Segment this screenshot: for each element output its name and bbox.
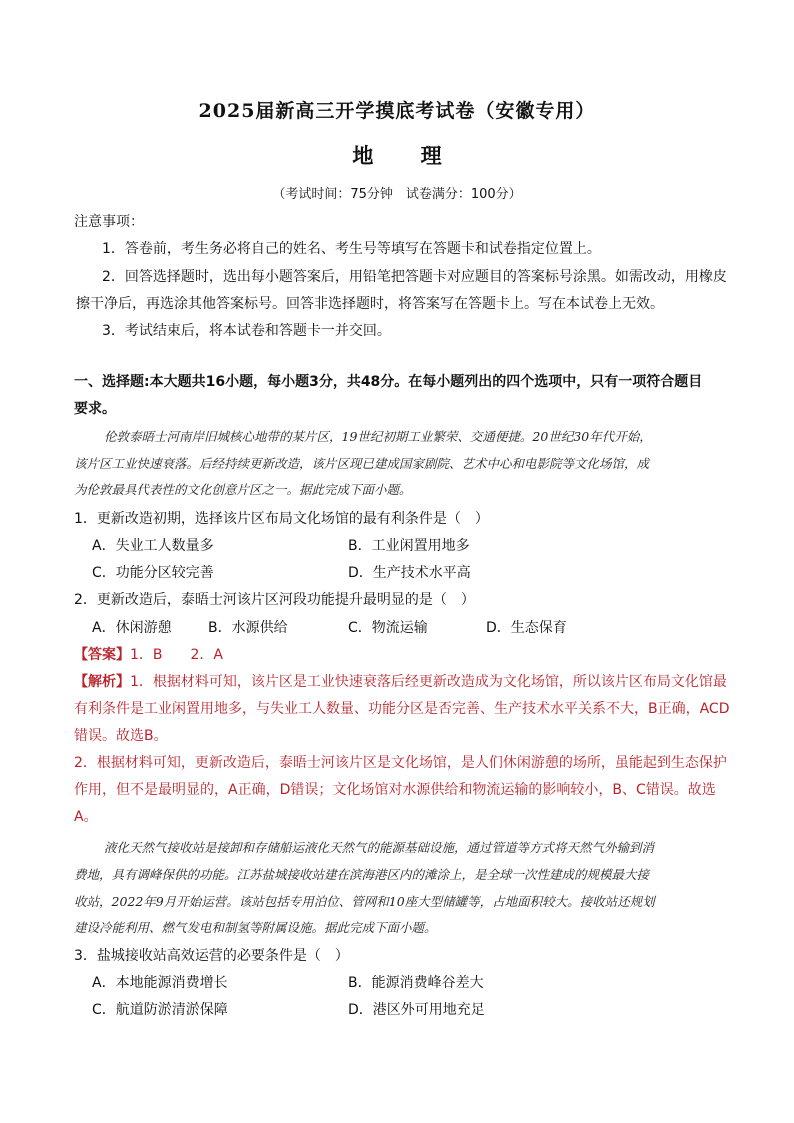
- note-1: 1．答卷前，考生务必将自己的姓名、考生号等填写在答题卡和试卷指定位置上。: [102, 241, 601, 257]
- analysis-label: 【解析】: [74, 674, 130, 690]
- question-3-stem: 3．盐城接收站高效运营的必要条件是（ ）: [74, 948, 349, 964]
- question-2-option-a: A．休闲游憩: [92, 620, 172, 636]
- section-heading-line-1: 一、选择题:本大题共16小题，每小题3分，共48分。在每小题列出的四个选项中，只有一项符合题目: [74, 374, 703, 390]
- passage-2-line-3: 收站，2022年9月开始运营。该站包括专用泊位、管网和10座大型储罐等，占地面积较大。接收站还规划: [74, 894, 655, 909]
- passage-1-line-2: 该片区工业快速衰落。后经持续更新改造，该片区现已建成国家剧院、艺术中心和电影院等文化场馆，成: [74, 456, 650, 471]
- subject-title: 地 理: [352, 143, 442, 168]
- question-1-option-a: A．失业工人数量多: [92, 538, 214, 554]
- answer-block: [74, 644, 223, 664]
- question-3-option-d: D．港区外可用地充足: [348, 1002, 485, 1018]
- notes-heading: 注意事项：: [74, 214, 144, 230]
- passage-2-line-4: 建设冷能利用、燃气发电和制氢等附属设施。据此完成下面小题。: [74, 920, 437, 935]
- question-1-option-b: B．工业闲置用地多: [348, 538, 470, 554]
- question-2-option-c: C．物流运输: [348, 620, 428, 636]
- analysis-line-2: 有利条件是工业闲置用地多，与失业工人数量、功能分区是否完善、生产技术水平关系不大，B正确，ACD: [74, 701, 730, 717]
- question-2-option-d: D．生态保育: [486, 620, 567, 636]
- passage-2-line-1: 液化天然气接收站是接卸和存储船运液化天然气的能源基础设施，通过管道等方式将天然气外输到消: [104, 840, 655, 855]
- question-3-option-c: C．航道防淤清淤保障: [92, 1002, 228, 1018]
- question-1-option-c: C．功能分区较完善: [92, 565, 214, 581]
- question-1-stem: 1．更新改造初期，选择该片区布局文化场馆的最有利条件是（ ）: [74, 511, 489, 527]
- question-2-stem: 2．更新改造后，泰晤士河该片区河段功能提升最明显的是（ ）: [74, 592, 475, 608]
- analysis-line-4: 2．根据材料可知，更新改造后，泰晤士河该片区是文化场馆，是人们休闲游憩的场所，虽能起到生态保护: [74, 755, 727, 771]
- analysis-line-3: 错误。故选B。: [74, 728, 168, 744]
- analysis-text-1: 1．根据材料可知，该片区是工业快速衰落后经更新改造成为文化场馆，所以该片区布局文化馆最: [130, 674, 727, 690]
- passage-1-line-3: 为伦敦最具代表性的文化创意片区之一。据此完成下面小题。: [74, 482, 412, 497]
- note-2-line-2: 擦干净后，再选涂其他答案标号。回答非选择题时，将答案写在答题卡上。写在本试卷上无效。: [76, 296, 664, 312]
- passage-2-line-2: 费地，具有调峰保供的功能。江苏盐城接收站建在滨海港区内的滩涂上，是全球一次性建成的规模最大接: [74, 867, 650, 882]
- question-3-option-a: A．本地能源消费增长: [92, 975, 228, 991]
- passage-1-line-1: 伦敦泰晤士河南岸旧城核心地带的某片区，19世纪初期工业繁荣、交通便捷。20世纪30年代开始，: [104, 429, 652, 444]
- question-1-option-d: D．生产技术水平高: [348, 565, 471, 581]
- analysis-line-1: [74, 671, 727, 691]
- analysis-line-6: A。: [74, 809, 98, 825]
- answer-text: 1．B 2．A: [130, 647, 223, 663]
- exam-info: （考试时间：75分钟 试卷满分：100分）: [272, 187, 522, 202]
- section-heading-line-2: 要求。: [74, 401, 116, 417]
- note-2-line-1: 2．回答选择题时，选出每小题答案后，用铅笔把答题卡对应题目的答案标号涂黑。如需改动，用橡皮: [102, 269, 727, 285]
- note-3: 3．考试结束后，将本试卷和答题卡一并交回。: [102, 323, 391, 339]
- analysis-line-5: 作用，但不是最明显的，A正确，D错误；文化场馆对水源供给和物流运输的影响较小，B、C错误。故选: [74, 782, 716, 798]
- question-2-option-b: B．水源供给: [208, 620, 288, 636]
- question-3-option-b: B．能源消费峰谷差大: [348, 975, 484, 991]
- exam-title: 2025届新高三开学摸底考试卷（安徽专用）: [198, 100, 596, 122]
- answer-label: 【答案】: [74, 647, 130, 663]
